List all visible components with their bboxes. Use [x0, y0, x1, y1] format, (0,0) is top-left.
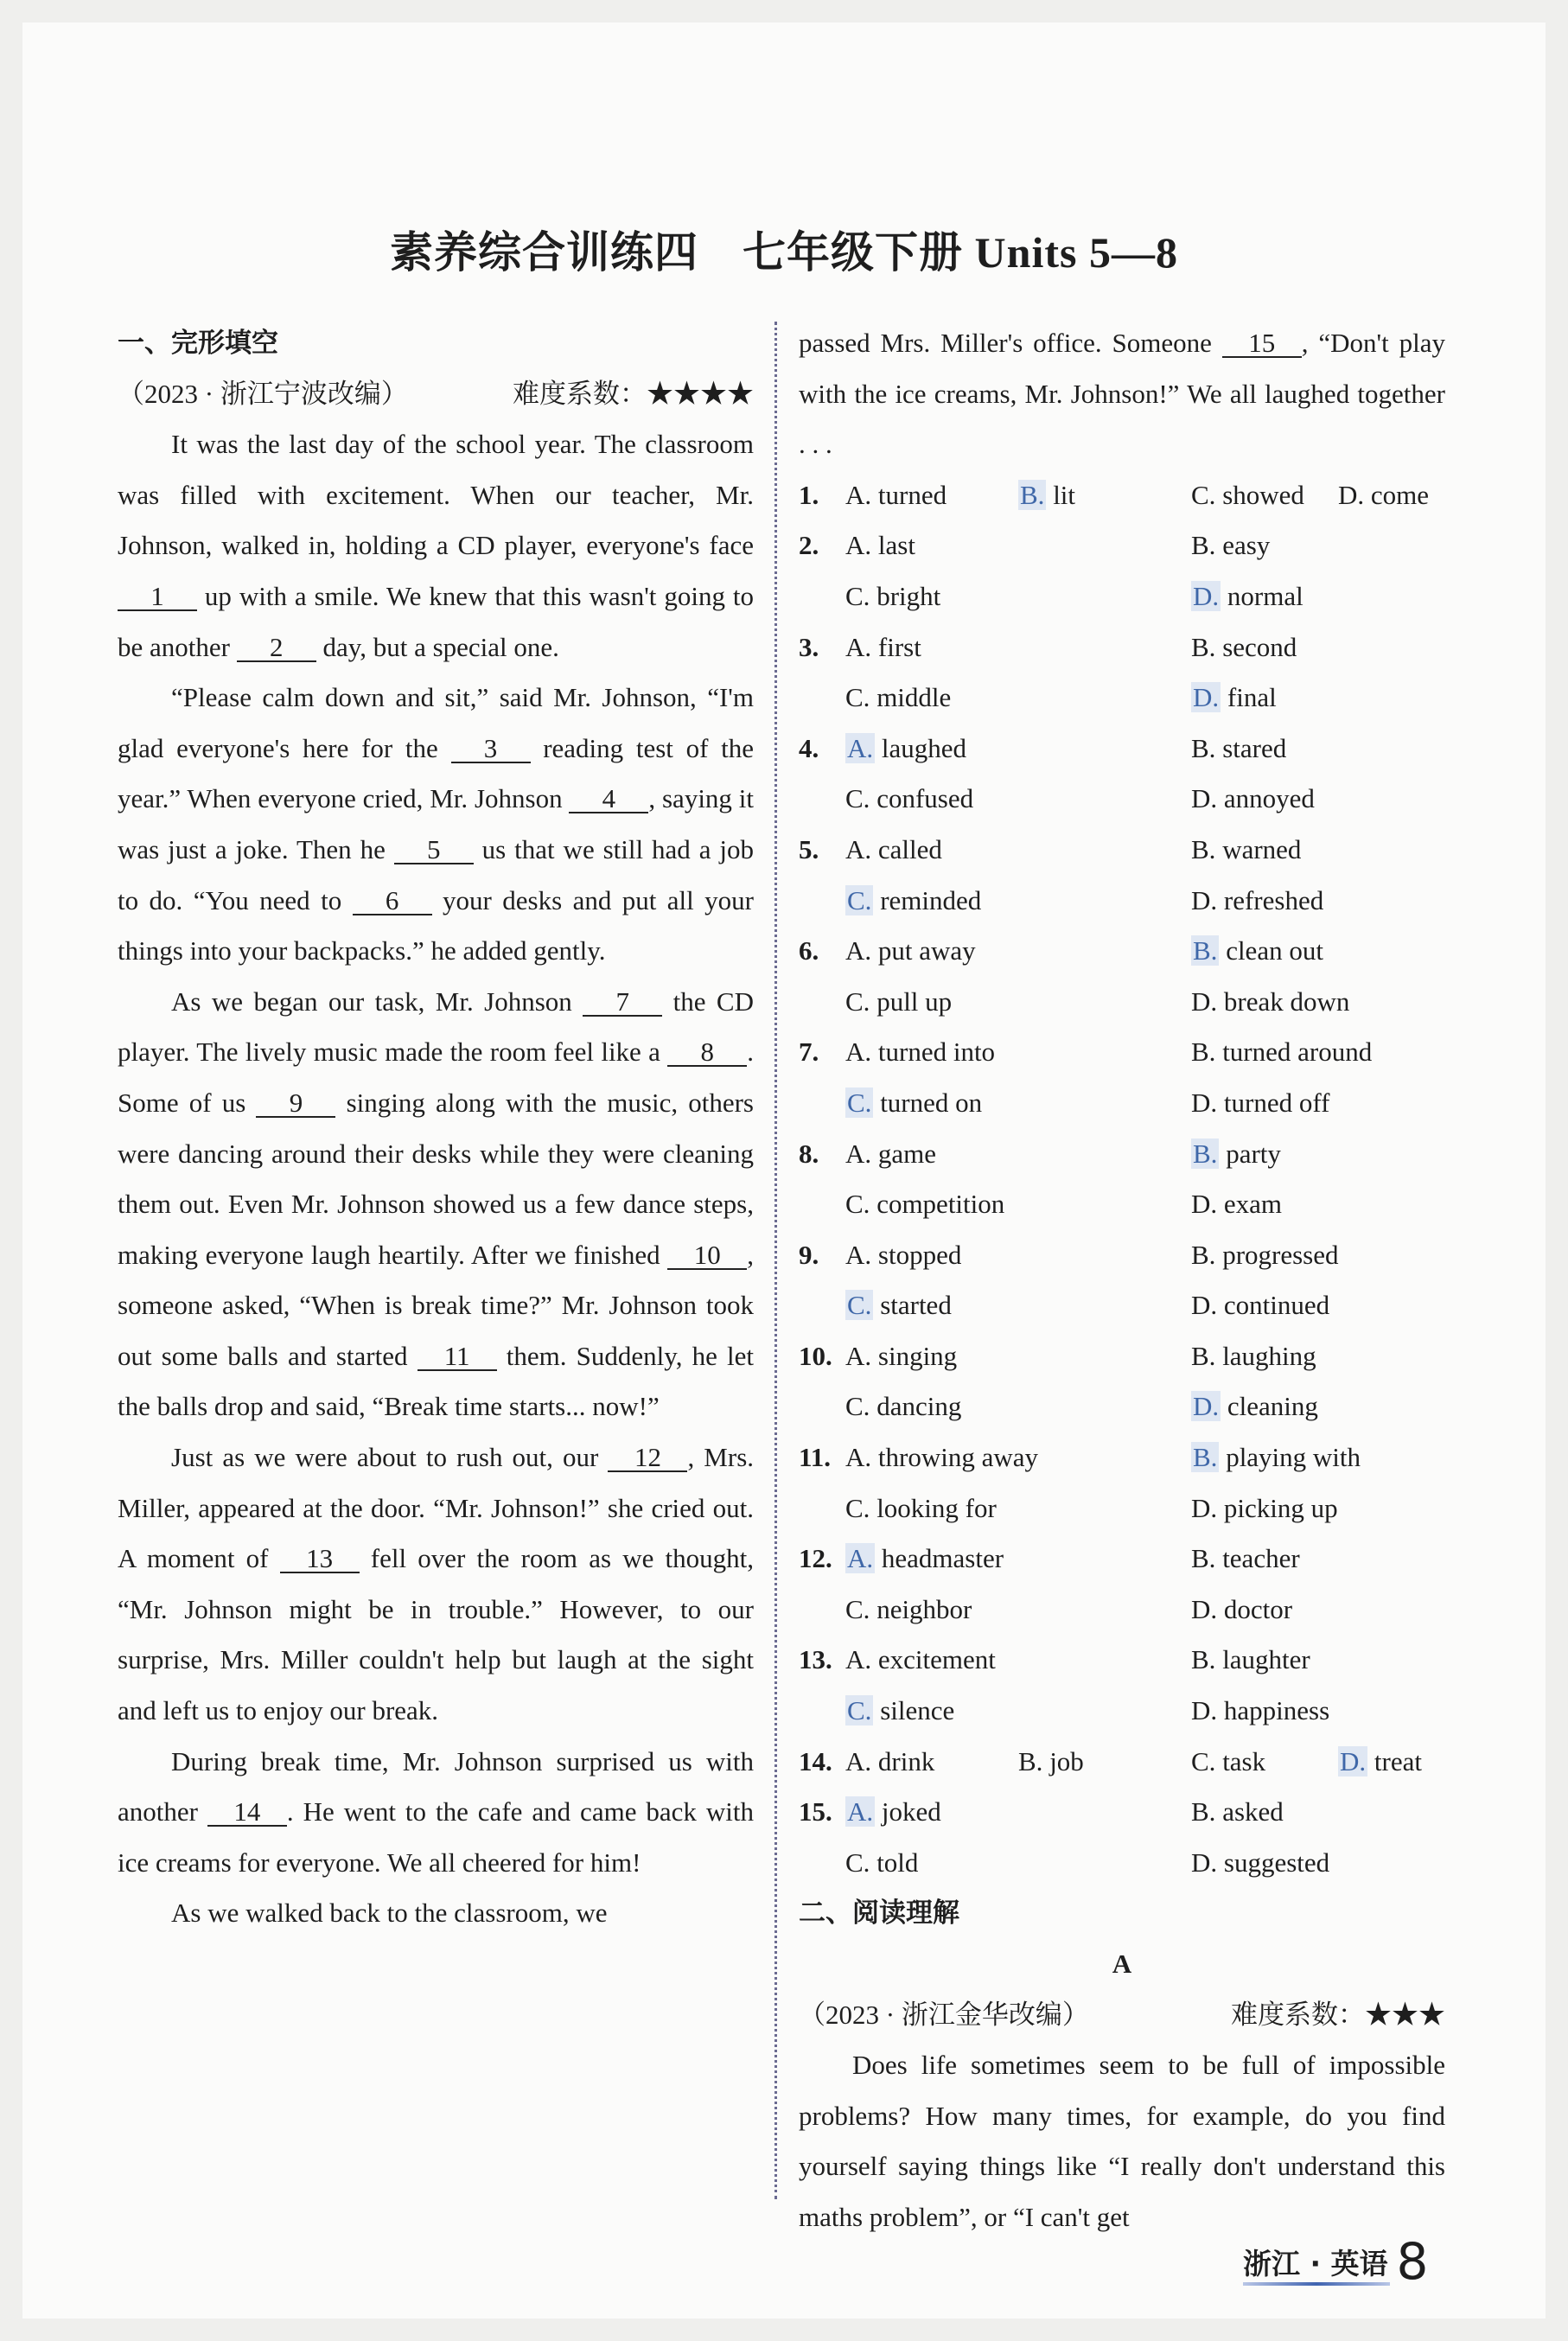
page-title: 素养综合训练四 七年级下册 Units 5—8	[390, 228, 1178, 277]
option-d: D. come	[1338, 479, 1430, 510]
blank-4: 4	[569, 786, 648, 813]
option-a: A. turned into	[845, 1037, 996, 1068]
answer-highlight: C.	[847, 1695, 872, 1726]
indent	[799, 1585, 845, 1636]
option-a: A. turned	[845, 479, 947, 510]
question-number: 7.	[799, 1037, 819, 1068]
option-c: C. dancing	[845, 1391, 962, 1422]
option-a: A. joked	[847, 1796, 941, 1828]
question-row	[799, 571, 1445, 622]
question-row	[799, 1585, 1445, 1636]
option-d: D. normal	[1193, 580, 1303, 611]
question-row	[799, 1331, 1445, 1382]
option-b: B. easy	[1191, 530, 1271, 561]
option-a: A. headmaster	[847, 1543, 1004, 1574]
indent	[799, 1078, 845, 1129]
indent	[799, 774, 845, 825]
blank-14: 14	[207, 1799, 287, 1827]
paragraph-text: , saying it was just a joke. Then he	[118, 783, 754, 864]
question-number: 10.	[799, 1340, 832, 1371]
option-a: A. laughed	[847, 732, 967, 763]
paragraph-text: Just as we were about to rush out, our	[171, 1442, 609, 1473]
question-row	[799, 520, 1445, 571]
answer-highlight: C.	[847, 1087, 872, 1118]
question-row	[799, 1432, 1445, 1483]
answer-highlight: B.	[1193, 935, 1218, 966]
blank-10: 10	[667, 1242, 747, 1270]
option-b: B. clean out	[1193, 935, 1323, 966]
question-row	[799, 1078, 1445, 1129]
indent	[799, 1483, 845, 1534]
indent	[799, 977, 845, 1028]
option-a: A. last	[845, 530, 915, 561]
option-d: D. happiness	[1191, 1695, 1330, 1726]
paragraph-text: singing along with the music, others were dancing around their desks while they were cleaning them out. Even Mr. Johnson showed us a few dance steps, making everyone laugh heartily. After we finished	[118, 1087, 754, 1270]
paragraph	[118, 419, 754, 673]
blank-7: 7	[583, 989, 662, 1017]
question-row	[799, 1737, 1445, 1788]
answer-highlight: D.	[1193, 682, 1220, 713]
answer-highlight: A.	[847, 732, 874, 763]
option-b: B. job	[1018, 1745, 1084, 1776]
paragraph-text: up with a smile. We knew that this wasn't going to be another	[118, 580, 754, 662]
blank-2: 2	[237, 635, 316, 662]
option-d: D. refreshed	[1191, 884, 1324, 915]
option-b: B. warned	[1191, 833, 1302, 864]
indent	[799, 571, 845, 622]
option-b: B. laughing	[1191, 1340, 1316, 1371]
question-number: 13.	[799, 1644, 832, 1675]
indent	[799, 876, 845, 927]
option-b: B. progressed	[1191, 1239, 1339, 1270]
question-row	[799, 1381, 1445, 1432]
option-c: C. pull up	[845, 986, 953, 1017]
question-row	[799, 977, 1445, 1028]
paragraph: Does life sometimes seem to be full of impossible problems? How many times, for example, do you find yourself saying things like “I really don't understand this maths problem”, or “I can't get	[799, 2050, 1445, 2232]
question-number: 15.	[799, 1796, 832, 1828]
right-column	[799, 318, 1445, 2243]
indent	[799, 1686, 845, 1737]
source: （2023 · 浙江宁波改编）	[118, 378, 408, 409]
indent	[799, 1280, 845, 1331]
question-number: 12.	[799, 1543, 832, 1574]
question-list	[799, 470, 1445, 1889]
blank-6: 6	[353, 888, 432, 915]
option-a: A. drink	[845, 1745, 935, 1776]
option-a: A. stopped	[845, 1239, 962, 1270]
source-line	[118, 369, 754, 420]
question-row	[799, 774, 1445, 825]
option-d: D. annoyed	[1191, 783, 1315, 814]
option-a: A. game	[845, 1138, 937, 1169]
question-row	[799, 673, 1445, 724]
paragraph-text: day, but a special one.	[316, 631, 559, 662]
paragraph-text: . He went to the cafe and came back with ice creams for everyone. We all cheered for him!	[118, 1796, 754, 1878]
paragraph-text: , “Don't play with the ice creams, Mr. Johnson!” We all laughed together . . .	[799, 328, 1446, 460]
option-d: D. continued	[1191, 1290, 1330, 1321]
blank-15: 15	[1222, 330, 1302, 358]
source-line	[799, 1990, 1445, 2041]
option-c: C. competition	[845, 1189, 1005, 1220]
paragraph-text: It was the last day of the school year. The classroom was filled with excitement. When our teacher, Mr. Johnson, walked in, holding a CD player, everyone's face	[118, 429, 754, 561]
answer-highlight: D.	[1193, 1391, 1220, 1422]
option-c: C. confused	[845, 783, 974, 814]
paragraph-text: “Please calm down and sit,” said Mr. Johnson, “I'm glad everyone's here for the	[118, 682, 754, 763]
option-d: D. treat	[1340, 1745, 1422, 1776]
section-heading-cloze: 一、完形填空	[118, 328, 278, 359]
option-a: A. throwing away	[845, 1442, 1038, 1473]
option-b: B. stared	[1191, 732, 1287, 763]
paragraph	[118, 1737, 754, 1889]
blank-1: 1	[118, 584, 197, 611]
option-b: B. party	[1193, 1138, 1281, 1169]
question-row	[799, 1280, 1445, 1331]
paragraph-text: us that we still had a job to do. “You need to	[118, 833, 755, 915]
option-b: B. teacher	[1191, 1543, 1300, 1574]
question-row	[799, 1230, 1445, 1281]
paragraph	[118, 1888, 754, 1939]
question-row	[799, 926, 1445, 977]
option-c: C. silence	[847, 1695, 955, 1726]
option-c: C. told	[845, 1847, 919, 1878]
question-row	[799, 1483, 1445, 1534]
question-row	[799, 1686, 1445, 1737]
answer-highlight: A.	[847, 1543, 874, 1574]
blank-9: 9	[256, 1090, 335, 1118]
option-b: B. lit	[1020, 479, 1076, 510]
question-number: 5.	[799, 833, 819, 864]
answer-highlight: B.	[1193, 1442, 1218, 1473]
paragraph-text: your desks and put all your things into your backpacks.” he added gently.	[118, 884, 755, 966]
question-number: 3.	[799, 631, 819, 662]
answer-highlight: B.	[1193, 1138, 1218, 1169]
footer-label: 浙江 · 英语	[1243, 2247, 1388, 2280]
option-c: C. looking for	[845, 1492, 997, 1523]
option-b: B. turned around	[1191, 1037, 1373, 1068]
option-c: C. middle	[845, 682, 952, 713]
option-d: D. final	[1193, 682, 1277, 713]
answer-highlight: A.	[847, 1796, 874, 1828]
question-row	[799, 724, 1445, 775]
option-c: C. reminded	[847, 884, 982, 915]
question-row	[799, 1027, 1445, 1078]
paragraph-text: , Mrs. Miller, appeared at the door. “Mr. Johnson!” she cried out. A moment of	[118, 1442, 755, 1574]
option-c: C. neighbor	[845, 1593, 972, 1624]
option-d: D. break down	[1191, 986, 1350, 1017]
question-number: 4.	[799, 732, 819, 763]
footer	[1243, 2232, 1428, 2291]
option-d: D. picking up	[1191, 1492, 1338, 1523]
option-d: D. suggested	[1191, 1847, 1330, 1878]
paragraph-text: the CD player. The lively music made the room feel like a	[118, 986, 755, 1068]
question-number: 8.	[799, 1138, 819, 1169]
option-a: A. excitement	[845, 1644, 996, 1675]
option-b: B. asked	[1191, 1796, 1284, 1828]
difficulty: 难度系数：★★★	[1231, 1999, 1445, 2030]
paragraph-text: During break time, Mr. Johnson surprised us with another	[118, 1745, 754, 1828]
question-number: 9.	[799, 1239, 819, 1270]
source: （2023 · 浙江金华改编）	[799, 1999, 1089, 2030]
paragraph-text: passed Mrs. Miller's office. Someone	[799, 328, 1222, 358]
blank-11: 11	[417, 1343, 497, 1371]
paragraph-text: them. Suddenly, he let the balls drop and said, “Break time starts... now!”	[118, 1340, 754, 1422]
blank-8: 8	[667, 1039, 747, 1067]
footer-underline	[1243, 2282, 1390, 2286]
option-b: B. laughter	[1191, 1644, 1310, 1675]
option-a: A. singing	[845, 1340, 958, 1371]
section-heading-reading: 二、阅读理解	[799, 1898, 959, 1930]
paragraph-text: As we began our task, Mr. Johnson	[171, 986, 583, 1017]
option-a: A. called	[845, 833, 942, 864]
paragraph-text: reading test of the year.” When everyone cried, Mr. Johnson	[118, 732, 755, 814]
option-d: D. exam	[1191, 1189, 1283, 1220]
paragraph	[118, 977, 754, 1432]
blank-3: 3	[451, 736, 531, 763]
answer-highlight: D.	[1340, 1745, 1367, 1776]
indent	[799, 1179, 845, 1230]
indent	[799, 1381, 845, 1432]
paragraph	[118, 673, 754, 977]
column-divider	[774, 322, 777, 2199]
question-row	[799, 825, 1445, 876]
question-row	[799, 876, 1445, 927]
option-a: A. first	[845, 631, 921, 662]
question-row	[799, 470, 1445, 521]
paragraph-text: . Some of us	[118, 1037, 754, 1118]
left-column	[118, 318, 754, 1939]
paragraph-text: fell over the room as we thought, “Mr. Johnson might be in trouble.” However, to our surprise, Mrs. Miller couldn't help but laugh at the sight and left us to enjoy our break.	[118, 1543, 754, 1726]
passage-label: A	[1112, 1949, 1132, 1979]
option-c: C. turned on	[847, 1087, 983, 1118]
question-row	[799, 622, 1445, 673]
answer-highlight: D.	[1193, 580, 1220, 611]
paragraph	[799, 318, 1445, 470]
option-b: B. playing with	[1193, 1442, 1361, 1473]
answer-highlight: C.	[847, 884, 872, 915]
question-row	[799, 1179, 1445, 1230]
indent	[799, 1838, 845, 1889]
question-row	[799, 1838, 1445, 1889]
option-d: D. doctor	[1191, 1593, 1293, 1624]
indent	[799, 673, 845, 724]
question-number: 11.	[799, 1442, 832, 1473]
option-d: D. turned off	[1191, 1087, 1330, 1118]
question-row	[799, 1534, 1445, 1585]
option-c: C. task	[1191, 1745, 1266, 1776]
question-row	[799, 1635, 1445, 1686]
question-row	[799, 1787, 1445, 1838]
paragraph-text: , someone asked, “When is break time?” Mr. Johnson took out some balls and started	[118, 1239, 754, 1371]
question-number: 2.	[799, 530, 819, 561]
option-c: C. bright	[845, 580, 941, 611]
page-number: 8	[1396, 2232, 1429, 2291]
answer-highlight: C.	[847, 1290, 872, 1321]
question-number: 6.	[799, 935, 819, 966]
option-d: D. cleaning	[1193, 1391, 1318, 1422]
option-c: C. started	[847, 1290, 952, 1321]
option-c: C. showed	[1191, 479, 1304, 510]
blank-13: 13	[280, 1546, 360, 1573]
answer-highlight: B.	[1020, 479, 1045, 510]
question-number: 14.	[799, 1745, 832, 1776]
difficulty: 难度系数：★★★★	[513, 378, 754, 409]
option-b: B. second	[1191, 631, 1297, 662]
blank-12: 12	[608, 1445, 687, 1472]
question-number: 1.	[799, 479, 819, 510]
paragraph	[118, 1432, 754, 1737]
option-a: A. put away	[845, 935, 976, 966]
paragraph-text: As we walked back to the classroom, we	[171, 1898, 608, 1929]
blank-5: 5	[394, 837, 474, 864]
question-row	[799, 1129, 1445, 1180]
